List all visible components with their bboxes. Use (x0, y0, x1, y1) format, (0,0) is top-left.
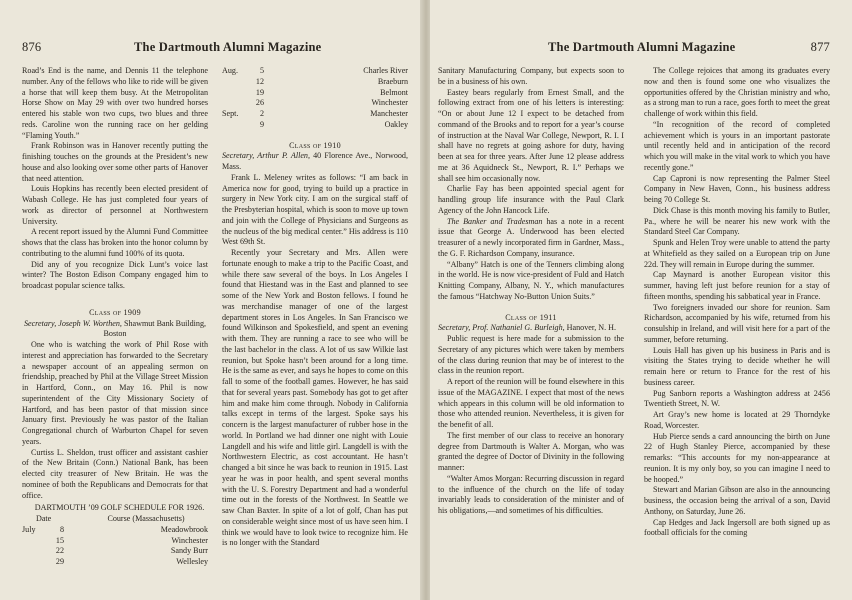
golf-month (222, 120, 244, 131)
golf-month (222, 88, 244, 99)
golf-course: Belmont (380, 87, 408, 97)
golf-day: 19 (255, 87, 264, 97)
golf-month (222, 77, 244, 88)
paragraph: Eastey bears regularly from Ernest Small, and the following extract from one of his letters is interesting: “On or about June 12 I expect to be detached from command of the Brooks and to report for a year’s course of instruction at the Naval War College, Newport, R. I. I shall have no regrets at going ashore for duty, having been at sea for three years. After June 12 please address me at 36 Aquidneck St., Newport, R. I.” Perhaps we shall see him occasionally now. (438, 87, 624, 183)
running-title: The Dartmouth Alumni Magazine (548, 40, 736, 54)
paragraph: Louis Hopkins has recently been elected president of Wabash College. He has just completed four years of work as director of personnel at Northwestern University. (22, 184, 208, 226)
running-title: The Dartmouth Alumni Magazine (134, 40, 322, 54)
golf-course: Braeburn (377, 76, 408, 86)
golf-row (22, 546, 208, 557)
paragraph: Two foreigners invaded our shore for reunion. Sam Richardson, accompanied by his wife, returned from his consulship in Ireland, and will visit here for a part of the summer, before returning. (644, 302, 830, 344)
golf-month (22, 557, 44, 568)
secretary-address: Hanover, N. H. (564, 323, 617, 333)
paragraph: The first member of our class to receive an honorary degree from Dartmouth is Walter A. Morgan, who was granted the degree of Doctor of Divinity in the following manner: (438, 430, 624, 472)
paragraph: Frank L. Meleney writes as follows: “I am back in America now for good, trying to build up a practice in surgery in New York city. I am on the surgical staff of the Presbyterian hospital, which is soon to move up town and join with the College of Physicians and Surgeons as the nucleus of the big medical center.” His address is 110 West 69th St. (222, 172, 408, 247)
golf-month: July (22, 524, 36, 534)
paragraph: “Albany” Hatch is one of the Tenners climbing along in the world. He is now vice-president of Fuld and Hatch Knitting Company, Albany, N. Y., which manufactures the famous “Hatchway No-Button Union Suits.” (438, 259, 624, 301)
golf-course: Winchester (371, 98, 408, 108)
secretary-label: Secretary, Joseph W. Worthen, (23, 318, 122, 328)
paragraph: Recently your Secretary and Mrs. Allen were fortunate enough to make a trip to the Pacific Coast, and while there saw several of the boys. In Los Angeles I found that Hiestand was in the East and planned to see some of the New York and Boston fellows. I found he was merchandise manager of one of the largest department stores in Los Angeles. In San Francisco we found Wilkinson and Spokesfield, and spent an evening with them. They are running a race to see who will be the last bachelor in the class. A lot of us saw Wilkie last reunion, but Spoke hasn’t been around for a long time. He is the same as ever, and says he hopes to come on this fall to some of the football games. However, he has said that for several years past. Somebody has got to get after him and make him come through. Nobody in California talks except in terms of the largest. Spoke says his concern is the largest manufacturer of rubber hose in the world. In Portland we had dinner one night with Louie Langdell and his wife and little girl. Langdell is with the Northwestern Electric, as cost accountant. He hasn’t changed a bit since he was back to reunion in 1915. Last year he was in poor health, and spent several months with the U. S. Forestry Department and had a wonderful time out in the forests of the Northwest. In Seattle we saw Chan Baxter. In spite of a lot of golf, Chan has put on considerable weight since most of us have seen him. I think we would have to look twice to recognize him. He is no longer with the Standard (222, 248, 408, 548)
golf-course: Wellesley (176, 557, 208, 566)
secretary-line-1909 (22, 319, 208, 341)
secretary-label: Secretary, Arthur P. Allen, (222, 151, 310, 161)
right-page-header (438, 40, 830, 54)
secretary-line-1910 (222, 151, 408, 173)
paragraph: “In recognition of the record of completed achievement which is yours in an important pastorate until recently held and in anticipation of the record which you will make in the vital work to which you have recently gone.” (644, 119, 830, 172)
golf-day: 22 (55, 546, 64, 556)
class-heading-1909: Class of 1909 (89, 307, 141, 317)
paragraph: Frank Robinson was in Hanover recently putting the finishing touches on the grounds at the President’s new house and also looking over some other parts of Hanover that need attention. (22, 141, 208, 183)
golf-col-date: Date (36, 514, 52, 523)
paragraph: The College rejoices that among its graduates every now and then is found some one who visualizes the opportunities offered by the Christian ministry and who, as a strong man to run a race, goes forth to meet the great challenge of work within this field. (644, 66, 830, 118)
paragraph: Hub Pierce sends a card announcing the birth on June 22 of Hugh Stanley Pierce, accompanied by these remarks: “This accounts for my non-appearance at reunion. It is my only boy, so you can imagine I need to be hooped.” (644, 431, 830, 484)
golf-row (222, 98, 408, 109)
golf-month (22, 536, 44, 547)
paragraph: A report of the reunion will be found elsewhere in this issue of the MAGAZINE. I expect that most of the news which appears in this column will be old information to those who attended reunion. Nevertheless, it is given for the benefit of all. (438, 377, 624, 429)
class-heading-1911: Class of 1911 (505, 312, 557, 322)
golf-row (222, 66, 408, 77)
golf-course: Sandy Burr (170, 546, 208, 556)
paragraph: Charlie Fay has been appointed special agent for handling group life insurance with the Paul Clark Agency of the John Hancock Life. (438, 184, 624, 215)
golf-day: 8 (59, 524, 64, 534)
paragraph: Pug Sanborn reports a Washington address at 2456 Twentieth Street, N. W. (644, 388, 830, 409)
golf-row (222, 109, 408, 120)
paragraph: Stewart and Marian Gibson are also in the announcing business, the occasion being the arrival of a son, David Anthony, on Saturday, June 26. (644, 485, 830, 516)
golf-day: 2 (259, 109, 264, 118)
paragraph: Dick Chase is this month moving his family to Butler, Pa., where he will be nearer his new work with the Standard Steel Car Company. (644, 205, 830, 237)
golf-day: 5 (259, 66, 264, 75)
page-number: 876 (22, 40, 42, 54)
golf-schedule-header (22, 514, 208, 525)
secretary-address: Shawmut Bank Building, Boston (103, 318, 207, 339)
golf-course: Oakley (384, 119, 408, 129)
golf-row (222, 120, 408, 131)
golf-month: Sept. (222, 109, 239, 118)
golf-month: Aug. (222, 66, 238, 75)
golf-row (22, 557, 208, 568)
golf-row (222, 88, 408, 99)
golf-day: 9 (259, 119, 264, 129)
golf-day: 29 (55, 557, 64, 566)
golf-row (222, 77, 408, 88)
left-page (0, 0, 422, 600)
golf-row (22, 525, 208, 536)
right-page (430, 0, 852, 600)
paragraph: Public request is here made for a submission to the Secretary of any pictures which were taken by members of the class during reunion that may be of interest to the class in the reunion report. (438, 334, 624, 376)
page-number: 877 (810, 40, 830, 54)
golf-course: Winchester (171, 535, 208, 545)
secretary-label: Secretary, Prof. Nathaniel G. Burleigh, (438, 323, 565, 333)
paragraph: Cap Maynard is another European visitor this summer, having left just before reunion for a stay of fifteen months, spending his sabbatical year in France. (644, 270, 830, 301)
golf-course: Charles River (363, 66, 408, 75)
paragraph: Cap Caproni is now representing the Palmer Steel Company in New Haven, Conn., his business address being 70 College St. (644, 173, 830, 204)
class-heading-1910: Class of 1910 (289, 140, 341, 150)
golf-course: Meadowbrook (160, 524, 208, 534)
publication-title: The Banker and Tradesman (447, 216, 543, 226)
paragraph-text: has a note in a recent issue that George A. Underwood has been elected treasurer of a newly incorporated firm in Gardner, Mass., the G. F. Richardson Company, insurance. (438, 216, 624, 258)
right-column-1 (438, 66, 624, 517)
golf-day: 26 (255, 98, 264, 108)
golf-schedule-continued (222, 66, 408, 131)
left-column-2 (222, 66, 408, 549)
paragraph: Did any of you recognize Dick Lunt’s voice last winter? The Boston Edison Company engaged him to broadcast popular science talks. (22, 259, 208, 290)
golf-month (222, 98, 244, 109)
golf-day: 15 (55, 535, 64, 545)
paragraph: One who is watching the work of Phil Rose with interest and appreciation has forwarded to the Secretary a newspaper account of an appealing sermon on friendship, preached by Phil at the Village Street Mission in Hartford, Conn., on May 16. Phil is now superintendent of the City Missionary Society of Hartford, and has been pastor of that mission since January first. Previously he was pastor of the Italian Congregational church of Warburton Chapel for seven years. (22, 340, 208, 446)
paragraph: Road’s End is the name, and Dennis 11 the telephone number. Any of the fellows who like to ride will be given a horse that will keep them busy. At the Metropolitan Horse Show on May 29 with over two hundred horses entered his stable won two cups, two blues and three reds. Caroline won the running race on her gelding “Flaming Youth.” (22, 66, 208, 140)
paragraph: Cap Hedges and Jack Ingersoll are both signed up as football officials for the coming (644, 517, 830, 538)
paragraph: Sanitary Manufacturing Company, but expects soon to be in a business of his own. (438, 66, 624, 86)
golf-row (22, 536, 208, 547)
left-page-header (22, 40, 412, 54)
paragraph (438, 217, 624, 260)
left-column-1 (22, 66, 208, 568)
right-column-2 (644, 66, 830, 539)
paragraph: A recent report issued by the Alumni Fund Committee shows that the class has broken into the honor column by contributing to the alumni fund 100% of its quota. (22, 227, 208, 258)
golf-col-course: Course (Massachusetts) (107, 514, 185, 523)
quoted-citation: “Walter Amos Morgan: Recurring discussion in regard to the influence of the church on the life of today invariably leads to consideration of the minister and of his obligations,—and sometimes of his difficulties. (438, 473, 624, 515)
golf-month (22, 546, 44, 557)
paragraph: Curtiss L. Sheldon, trust officer and assistant cashier of the New Britain (Conn.) National Bank, has been elected city treasurer of New Britain. He was the nominee of both the Republicans and Democrats for that office. (22, 447, 208, 500)
paragraph: Louis Hall has given up his business in Paris and is visiting the States trying to decide whether he will remain here or return to France for the rest of his business career. (644, 345, 830, 387)
golf-schedule-title: DARTMOUTH ’09 GOLF SCHEDULE FOR 1926. (34, 503, 205, 513)
golf-course: Manchester (370, 109, 408, 118)
paragraph: Art Gray’s new home is located at 29 Thorndyke Road, Worcester. (644, 410, 830, 430)
paragraph: Spunk and Helen Troy were unable to attend the party at Whitefield as they sailed on a European trip on June 22d. They will remain in Europe during the summer. (644, 238, 830, 269)
secretary-address: 40 Florence Ave., Norwood, Mass. (222, 151, 408, 171)
golf-day: 12 (255, 76, 264, 86)
secretary-line-1911 (438, 323, 624, 334)
